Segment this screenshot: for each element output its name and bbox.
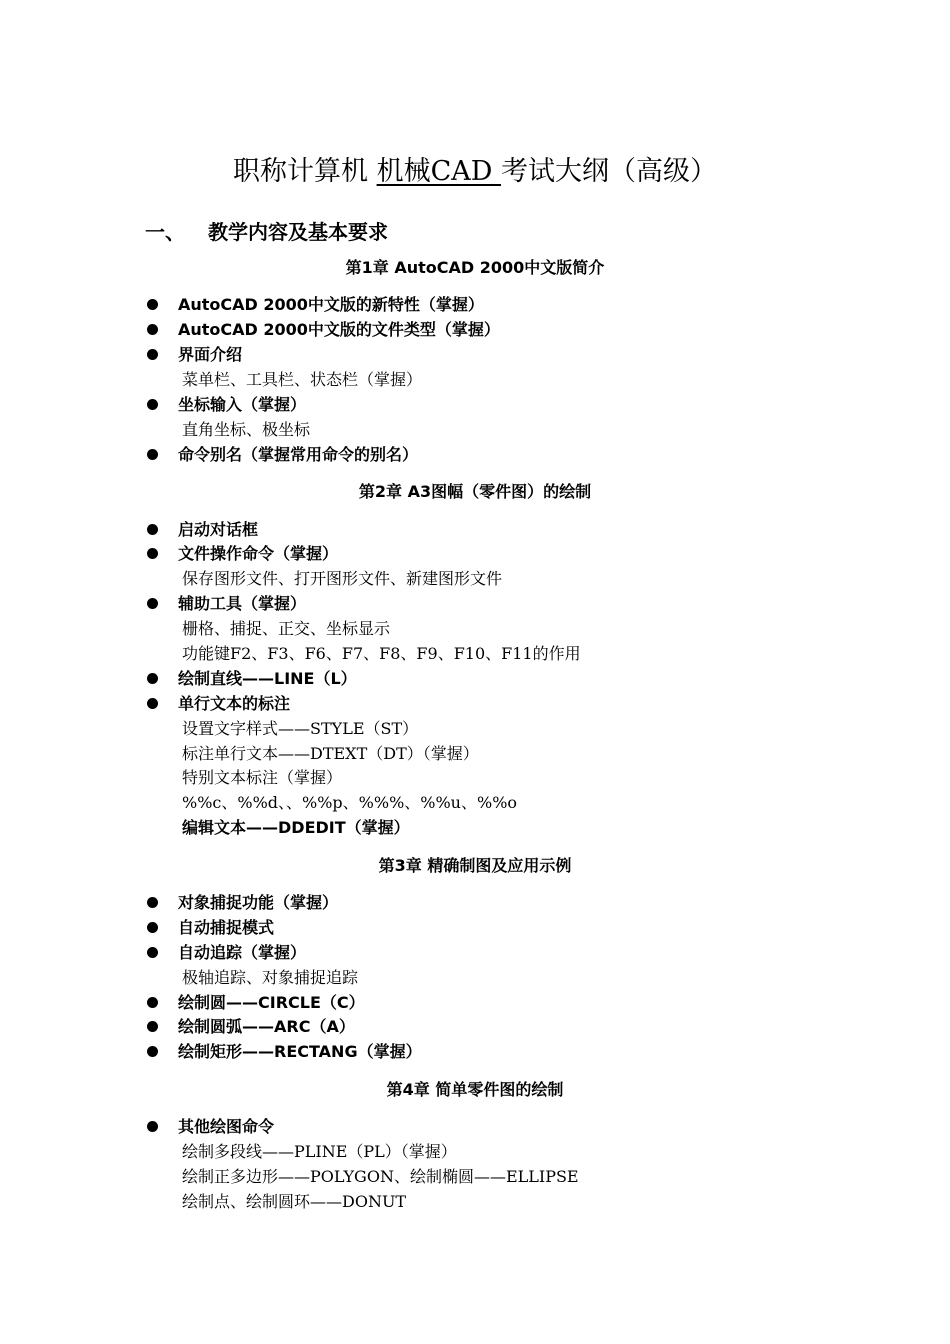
chapter-4-heading: 第4章 简单零件图的绘制 xyxy=(386,1080,564,1099)
sub-item: 极轴追踪、对象捕捉追踪 xyxy=(182,968,359,987)
bullet-dot-icon xyxy=(147,947,158,958)
section-heading xyxy=(145,217,388,247)
bullet-dot-icon xyxy=(147,399,158,410)
sub-item: 绘制点、绘制圆环——DONUT xyxy=(182,1192,407,1211)
bullet-dot-icon xyxy=(147,1021,158,1032)
title-prefix: 职称计算机 xyxy=(233,156,377,187)
bullet-dot-icon xyxy=(147,1121,158,1132)
sub-item: %%c、%%d、、%%p、%%%、%%u、%%o xyxy=(182,793,518,812)
title-underlined: 机械CAD xyxy=(376,156,501,187)
sub-item: 功能键F2、F3、F6、F7、F8、F9、F10、F11的作用 xyxy=(182,644,581,663)
sub-item: 设置文字样式——STYLE（ST） xyxy=(182,719,419,738)
bullet-dot-icon xyxy=(147,548,158,559)
bullet-dot-icon xyxy=(147,673,158,684)
bullet-dot-icon xyxy=(147,922,158,933)
sub-item: 栅格、捕捉、正交、坐标显示 xyxy=(182,619,391,638)
sub-item: 菜单栏、工具栏、状态栏（掌握） xyxy=(182,370,423,389)
sub-item: 标注单行文本——DTEXT（DT）（掌握） xyxy=(182,744,479,763)
sub-item-bold: 编辑文本——DDEDIT（掌握） xyxy=(182,818,410,837)
bullet-dot-icon xyxy=(147,324,158,335)
sub-item: 绘制正多边形——POLYGON、绘制椭圆——ELLIPSE xyxy=(182,1167,579,1186)
sub-item: 保存图形文件、打开图形文件、新建图形文件 xyxy=(182,569,503,588)
bullet-dot-icon xyxy=(147,897,158,908)
bullet-dot-icon xyxy=(147,997,158,1008)
document-title xyxy=(0,152,950,192)
chapter-3-heading: 第3章 精确制图及应用示例 xyxy=(378,856,572,875)
chapter-1-heading: 第1章 AutoCAD 2000中文版简介 xyxy=(345,258,605,277)
sub-item: 绘制多段线——PLINE（PL）（掌握） xyxy=(182,1142,457,1161)
section-label: 教学内容及基本要求 xyxy=(208,220,388,244)
title-suffix: 考试大纲（高级） xyxy=(500,156,717,187)
bullet-dot-icon xyxy=(147,349,158,360)
bullet-dot-icon xyxy=(147,1046,158,1057)
bullet-dot-icon xyxy=(147,524,158,535)
bullet-dot-icon xyxy=(147,299,158,310)
bullet-dot-icon xyxy=(147,598,158,609)
chapter-2-heading: 第2章 A3图幅（零件图）的绘制 xyxy=(358,482,592,501)
sub-item: 特别文本标注（掌握） xyxy=(182,768,343,787)
section-number: 一、 xyxy=(145,220,185,244)
sub-item: 直角坐标、极坐标 xyxy=(182,420,311,439)
bullet-dot-icon xyxy=(147,698,158,709)
bullet-dot-icon xyxy=(147,449,158,460)
